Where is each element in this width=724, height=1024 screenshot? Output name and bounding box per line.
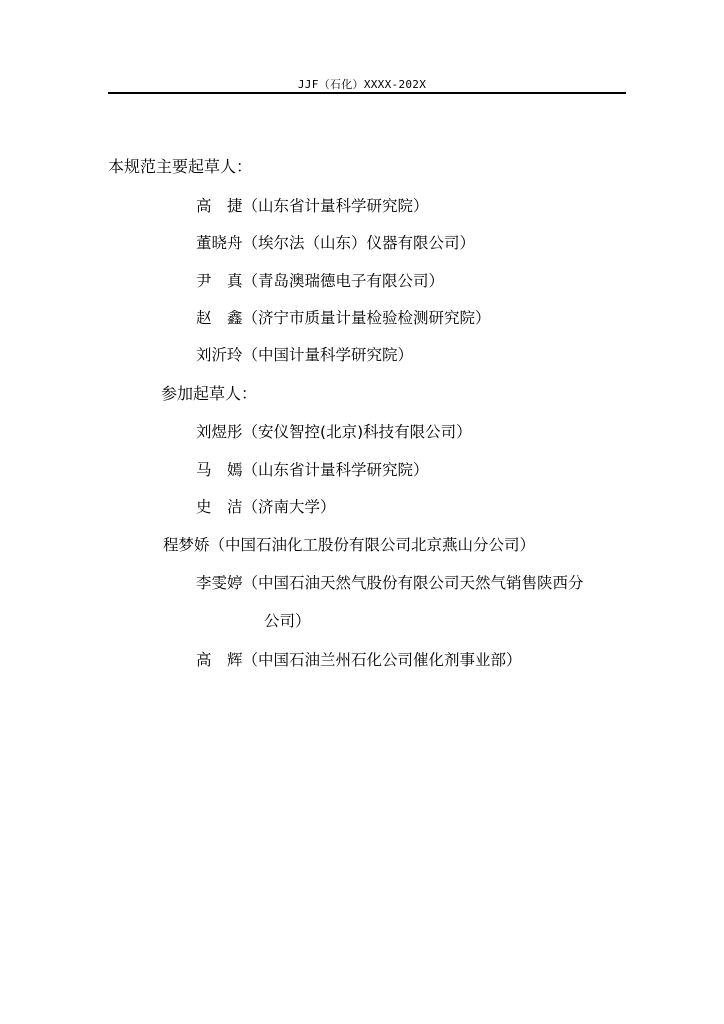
header-rule <box>108 92 626 94</box>
drafter-name: 董晓舟 <box>196 234 243 252</box>
drafter-entry <box>196 271 444 291</box>
drafter-org-continuation: 公司） <box>264 612 311 630</box>
drafter-org: （中国石油化工股份有限公司北京燕山分公司） <box>209 536 536 554</box>
drafter-name: 高 辉 <box>196 651 243 669</box>
drafter-name: 史 洁 <box>196 498 243 516</box>
drafter-name: 马 嫣 <box>196 461 243 479</box>
drafter-name: 程梦娇 <box>163 536 210 554</box>
drafter-name: 刘煜彤 <box>196 423 243 441</box>
drafter-entry <box>196 422 472 442</box>
standard-code: JJF（石化）XXXX-202X <box>297 78 427 91</box>
drafter-entry <box>196 460 429 480</box>
participating-drafters-title: 参加起草人： <box>161 384 258 403</box>
drafter-org: （安仪智控(北京)科技有限公司） <box>242 423 472 441</box>
drafter-org: （山东省计量科学研究院） <box>242 461 429 479</box>
drafter-org: （济南大学） <box>242 498 336 516</box>
drafter-org: （山东省计量科学研究院） <box>242 197 429 215</box>
drafter-org: （中国计量科学研究院） <box>242 346 414 364</box>
drafter-org: （济宁市质量计量检验检测研究院） <box>242 309 491 327</box>
drafter-org: （中国石油兰州石化公司催化剂事业部） <box>242 651 522 669</box>
drafter-org: （中国石油天然气股份有限公司天然气销售陕西分 <box>242 574 584 592</box>
drafter-entry <box>196 196 429 216</box>
drafter-name: 赵 鑫 <box>196 309 243 327</box>
drafter-entry <box>163 535 535 555</box>
drafter-name: 李雯婷 <box>196 574 243 592</box>
drafter-name: 高 捷 <box>196 197 243 215</box>
main-drafters-title: 本规范主要起草人： <box>108 157 253 176</box>
drafter-entry <box>196 573 584 593</box>
drafter-org: （埃尔法（山东）仪器有限公司） <box>242 234 476 252</box>
drafter-name: 尹 真 <box>196 272 243 290</box>
drafter-entry <box>196 345 413 365</box>
drafter-entry <box>196 650 522 670</box>
drafter-name: 刘沂玲 <box>196 346 243 364</box>
drafter-entry <box>196 233 475 253</box>
drafter-entry <box>196 308 491 328</box>
drafter-org: （青岛澳瑞德电子有限公司） <box>242 272 445 290</box>
drafter-entry <box>196 497 336 517</box>
